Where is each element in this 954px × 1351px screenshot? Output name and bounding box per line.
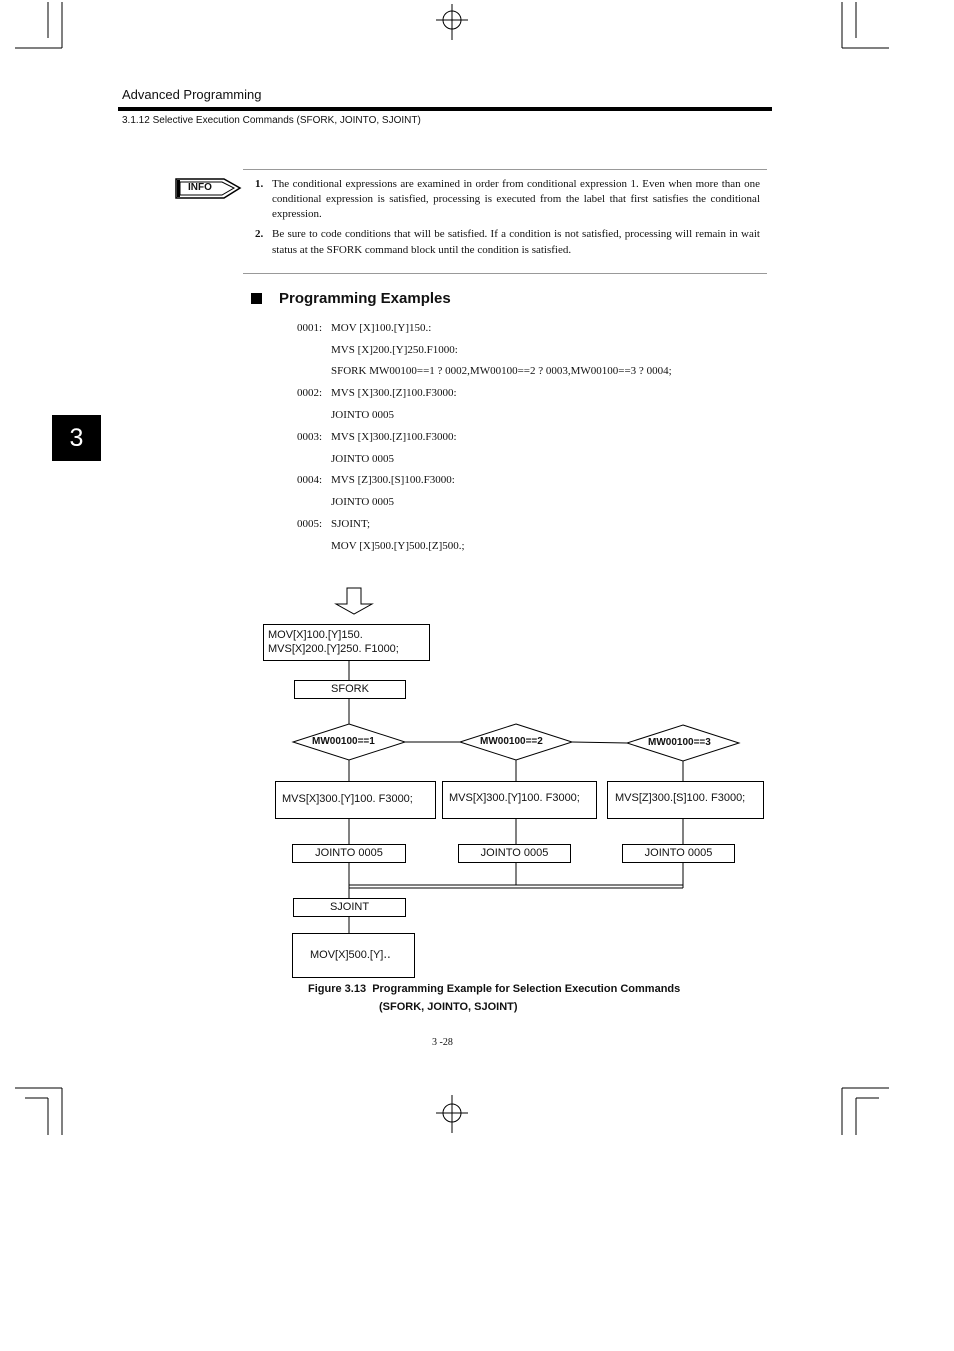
info-item-number: 1. [255, 178, 264, 190]
code-text: JOINTO 0005 [331, 453, 395, 465]
info-item-number: 2. [255, 228, 264, 240]
flow-move-box-2: MVS[X]300.[Y]100. F3000; [442, 781, 597, 819]
flow-start-box [263, 624, 430, 661]
flow-sjoint-box: SJOINT [293, 898, 406, 917]
code-text: MVS [X]300.[Z]100.F3000: [331, 431, 457, 443]
code-text: SJOINT; [331, 518, 371, 530]
code-text: SFORK MW00100==1 ? 0002,MW00100==2 ? 0003,MW00100==3 ? 0004; [331, 365, 672, 377]
flow-condition-3: MW00100==3 [648, 737, 711, 748]
code-text: MVS [X]300.[Z]100.F3000: [331, 387, 457, 399]
header-title: Advanced Programming [122, 87, 262, 102]
info-item-text: Be sure to code conditions that will be satisfied. If a condition is not satisfied, processing will remain in wait status at the SFORK command block until the condition is satisfied. [272, 228, 760, 256]
flow-condition-2: MW00100==2 [480, 736, 543, 747]
code-text: MOV [X]100.[Y]150.: [331, 322, 432, 334]
code-text: MOV [X]500.[Y]500.[Z]500.; [331, 540, 465, 552]
section-breadcrumb: 3.1.12 Selective Execution Commands (SFORK, JOINTO, SJOINT) [122, 115, 421, 126]
code-label: 0003: [297, 431, 323, 443]
figure-caption-line2: (SFORK, JOINTO, SJOINT) [379, 1001, 518, 1013]
figure-caption-line1: Figure 3.13 Programming Example for Selection Execution Commands [308, 983, 681, 995]
info-badge-label: INFO [188, 182, 212, 193]
flow-start-line: MOV[X]100.[Y]150. [268, 629, 363, 641]
code-label: 0001: [297, 322, 323, 334]
flow-sfork-box: SFORK [294, 680, 406, 699]
chapter-tab: 3 [52, 415, 101, 461]
code-text: MVS [X]200.[Y]250.F1000: [331, 344, 458, 356]
info-item-text: The conditional expressions are examined in order from conditional expression 1. Even when more than one conditional expression is satisfied, processing is executed from the label that first satisfies the conditional expression. [272, 178, 760, 220]
flow-end-box: MOV[X]500.[Y]‥ [292, 933, 415, 978]
flow-jointo-box-2: JOINTO 0005 [458, 844, 571, 863]
flow-start-line: MVS[X]200.[Y]250. F1000; [268, 643, 399, 655]
code-label: 0004: [297, 474, 323, 486]
flow-move-box-3: MVS[Z]300.[S]100. F3000; [607, 781, 764, 819]
page-number: 3 -28 [432, 1037, 453, 1048]
flow-condition-1: MW00100==1 [312, 736, 375, 747]
code-label: 0005: [297, 518, 323, 530]
flow-jointo-box-3: JOINTO 0005 [622, 844, 735, 863]
flow-move-box-1: MVS[X]300.[Y]100. F3000; [275, 781, 436, 819]
section-title: Programming Examples [279, 290, 451, 307]
code-label: 0002: [297, 387, 323, 399]
code-text: JOINTO 0005 [331, 409, 395, 421]
flow-jointo-box-1: JOINTO 0005 [292, 844, 406, 863]
code-text: JOINTO 0005 [331, 496, 395, 508]
code-text: MVS [Z]300.[S]100.F3000: [331, 474, 455, 486]
